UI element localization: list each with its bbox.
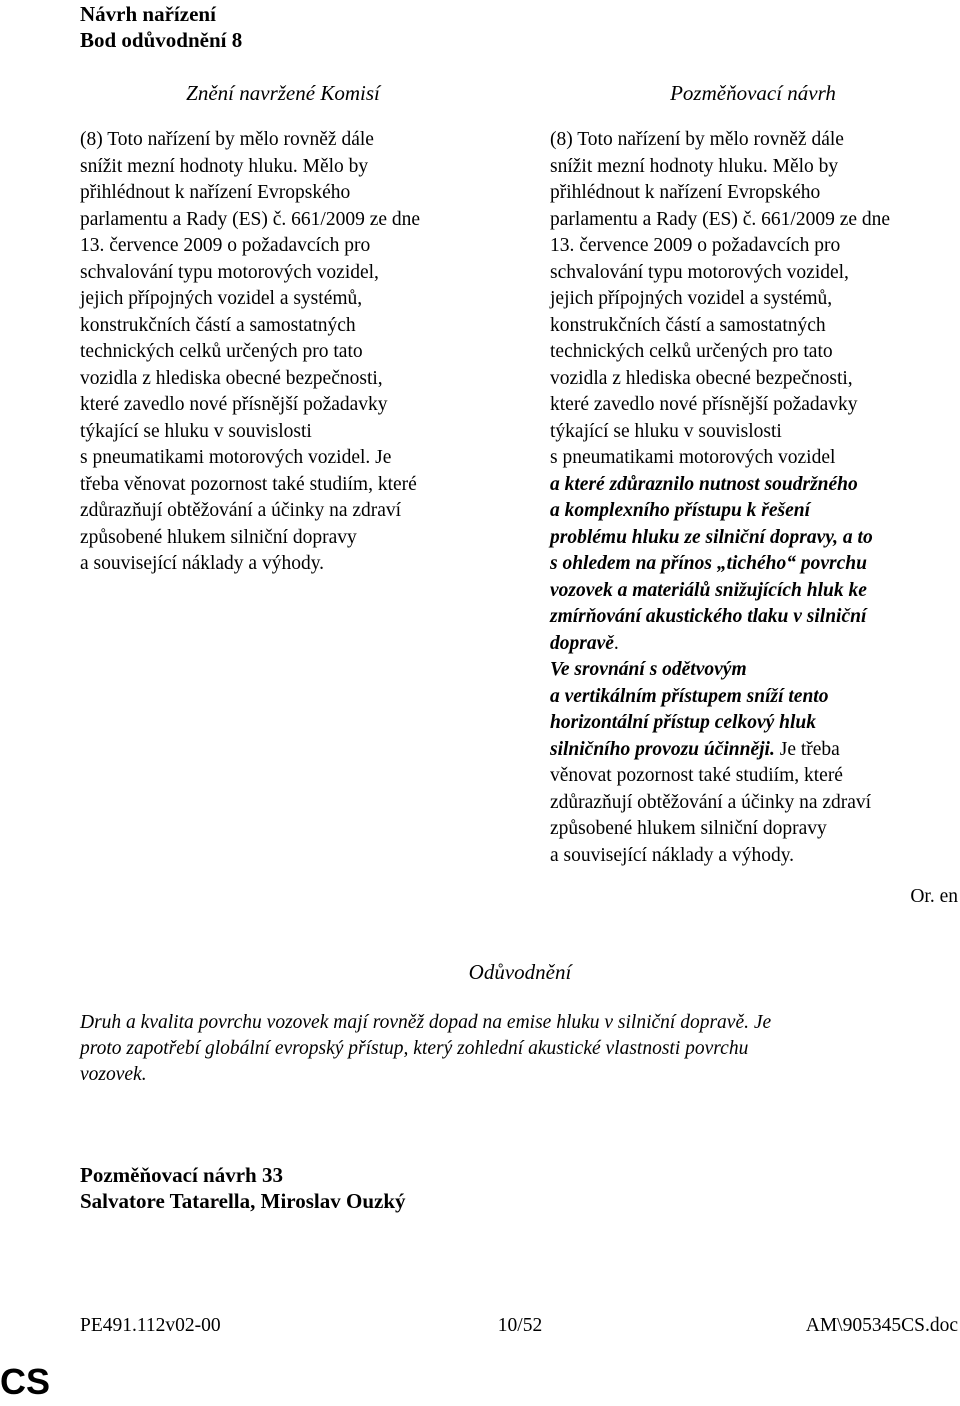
commission-text-line: týkající se hluku v souvislosti [80,420,312,442]
amendment-text-line [550,366,960,393]
commission-text-line: technických celků určených pro tato [80,341,363,362]
right-column-heading: Pozměňovací návrh [670,81,836,105]
commission-text-line: vozidla z hlediska obecné bezpečnosti, [80,367,383,389]
unchanged-text: jejich přípojných vozidel a systémů, [550,288,833,309]
commission-text-line: které zavedlo nové přísnější požadavky [80,394,388,415]
commission-text-line: snížit mezní hodnoty hluku. Mělo by [80,155,369,177]
inserted-text: horizontální přístup celkový hluk [550,712,817,733]
inserted-text: zmírňování akustického tlaku v silniční [550,606,867,627]
amendment-text-line [550,419,960,446]
amendment-text-line [550,339,960,366]
commission-text-line: jejich přípojných vozidel a systémů, [80,288,363,309]
commission-text-line: parlamentu a Rady (ES) č. 661/2009 ze dne [80,208,421,230]
commission-text-line: třeba věnovat pozornost také studiím, které [80,473,417,495]
amendment-text-line [550,207,960,234]
amendment-text-line [550,684,960,711]
amendment-text-line [550,392,960,419]
amendment-text-line [550,843,960,870]
amendment-text-line [550,472,960,499]
amendment-text-line [550,657,960,684]
amendment-text-line [550,604,960,631]
unchanged-text: s pneumatikami motorových vozidel [550,447,836,468]
unchanged-text: zdůrazňují obtěžování a účinky na zdraví [550,791,872,813]
justification-line: vozovek. [80,1064,147,1085]
justification-line: Druh a kvalita povrchu vozovek mají rovněž dopad na emise hluku v silniční dopravě. Je [80,1012,772,1033]
amendment-text-line [550,233,960,260]
commission-text-line: přihlédnout k nařízení Evropského [80,182,351,203]
original-language: Or. en [910,886,958,907]
commission-text-line: konstrukčních částí a samostatných [80,314,356,336]
inserted-text: a komplexního přístupu k řešení [550,500,811,521]
file-name: AM\905345CS.doc [805,1315,958,1336]
inserted-text: problému hluku ze silniční dopravy, a to [550,526,873,548]
amendment-text-line [550,498,960,525]
amendment-text-line [550,578,960,605]
justification-line: proto zapotřebí globální evropský přístup, který zohlední akustické vlastnosti povrchu [80,1038,749,1059]
amendment-text-line [550,286,960,313]
amendment-number: Pozměňovací návrh 33 [80,1163,283,1187]
unchanged-text: které zavedlo nové přísnější požadavky [550,394,858,415]
unchanged-text: (8) Toto nařízení by mělo rovněž dále [550,129,844,150]
amendment-text-line [550,710,960,737]
amendment-text-line [550,525,960,552]
commission-text-line: (8) Toto nařízení by mělo rovněž dále [80,129,374,150]
unchanged-text: přihlédnout k nařízení Evropského [550,182,821,203]
commission-text-line: s pneumatikami motorových vozidel. Je [80,447,392,468]
amendment-text-line [550,260,960,287]
amendment-text-line [550,551,960,578]
commission-text [80,127,500,578]
commission-text-line: schvalování typu motorových vozidel, [80,261,379,283]
amendment-text-line [550,445,960,472]
unchanged-text: 13. července 2009 o požadavcích pro [550,235,841,256]
inserted-text: a které zdůraznilo nutnost soudržného [550,473,858,495]
inserted-text: Ve srovnání s odětvovým [550,659,747,680]
unchanged-text: . [613,632,619,654]
amendment-text-line [550,790,960,817]
unchanged-text: konstrukčních částí a samostatných [550,314,826,336]
inserted-text: dopravě [550,632,614,654]
commission-text-line: způsobené hlukem silniční dopravy [80,526,357,548]
inserted-text: vozovek a materiálů snižujících hluk ke [550,579,867,601]
unchanged-text: a související náklady a výhody. [550,844,795,866]
commission-text-line: zdůrazňují obtěžování a účinky na zdraví [80,500,402,521]
justification-title: Odůvodnění [468,960,572,984]
unchanged-text: Je třeba [774,738,840,760]
amendment-text-line [550,313,960,340]
inserted-text: a vertikálním přístupem sníží tento [550,685,829,707]
unchanged-text: způsobené hlukem silniční dopravy [550,818,827,839]
amendment-text-line [550,127,960,154]
unchanged-text: týkající se hluku v souvislosti [550,420,782,442]
amendment-text-line [550,763,960,790]
left-column-heading: Znění navržené Komisí [186,81,380,105]
amendment-text-line [550,737,960,764]
language-code: CS [0,1361,51,1402]
amendment-text-line [550,154,960,181]
inserted-text: s ohledem na přínos „tichého“ povrchu [550,553,867,574]
amendment-text-line [550,631,960,658]
unchanged-text: snížit mezní hodnoty hluku. Mělo by [550,155,839,177]
amendment-authors: Salvatore Tatarella, Miroslav Ouzký [80,1189,406,1213]
page-number: 10/52 [497,1315,543,1336]
amendment-text-line [550,180,960,207]
amendment-text-line [550,816,960,843]
unchanged-text: parlamentu a Rady (ES) č. 661/2009 ze dne [550,208,891,230]
justification-text [80,1010,920,1088]
unchanged-text: schvalování typu motorových vozidel, [550,261,849,283]
inserted-text: silničního provozu účinněji. [550,738,775,760]
recital-label: Bod odůvodnění 8 [80,28,243,52]
document-reference: PE491.112v02-00 [80,1315,221,1336]
document-title: Návrh nařízení [80,2,216,26]
unchanged-text: technických celků určených pro tato [550,341,833,362]
amendment-text [550,127,960,869]
commission-text-line: a související náklady a výhody. [80,553,325,574]
unchanged-text: věnovat pozornost také studiím, které [550,765,843,786]
commission-text-line: 13. července 2009 o požadavcích pro [80,235,371,256]
unchanged-text: vozidla z hlediska obecné bezpečnosti, [550,367,853,389]
